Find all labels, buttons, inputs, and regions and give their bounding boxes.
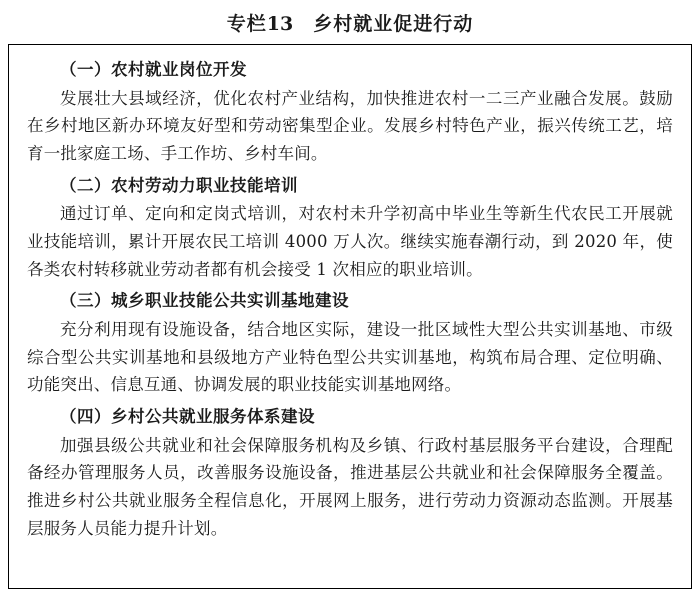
- title-label: 专栏: [226, 13, 267, 35]
- section-2-paragraph: 通过订单、定向和定岗式培训，对农村未升学初高中毕业生等新生代农民工开展就业技能培训，累计开展农民工培训 4000 万人次。继续实施春潮行动，到 2020 年，使各类农村转移就业劳动者都有机会接受 1 次相应的职业培训。: [27, 204, 673, 279]
- title-number: 13: [266, 13, 294, 35]
- section-3: [27, 288, 673, 399]
- section-1-heading: （一）农村就业岗位开发: [60, 60, 247, 79]
- page-title: [0, 0, 700, 44]
- section-2: [27, 173, 673, 284]
- section-4-paragraph: 加强县级公共就业和社会保障服务机构及乡镇、行政村基层服务平台建设，合理配备经办管理服务人员，改善服务设施设备，推进基层公共就业和社会保障服务全覆盖。推进乡村公共就业服务全程信息化，开展网上服务，进行劳动力资源动态监测。开展基层服务人员能力提升计划。: [27, 435, 673, 538]
- section-2-heading: （二）农村劳动力职业技能培训: [60, 175, 298, 195]
- title-name: 乡村就业促进行动: [313, 13, 474, 35]
- section-3-heading: （三）城乡职业技能公共实训基地建设: [60, 291, 349, 311]
- section-3-paragraph: 充分利用现有设施设备，结合地区实际，建设一批区域性大型公共实训基地、市级综合型公共实训基地和县级地方产业特色型公共实训基地，构筑布局合理、定位明确、功能突出、信息互通、协调发展的职业技能实训基地网络。: [27, 320, 673, 395]
- content-box: [8, 44, 692, 589]
- section-1: [27, 57, 673, 168]
- section-1-paragraph: 发展壮大县域经济，优化农村产业结构，加快推进农村一二三产业融合发展。鼓励在乡村地区新办环境友好型和劳动密集型企业。发展乡村特色产业，振兴传统工艺，培育一批家庭工场、手工作坊、乡村车间。: [27, 88, 673, 163]
- section-4: [27, 404, 673, 542]
- section-4-heading: （四）乡村公共就业服务体系建设: [60, 407, 315, 427]
